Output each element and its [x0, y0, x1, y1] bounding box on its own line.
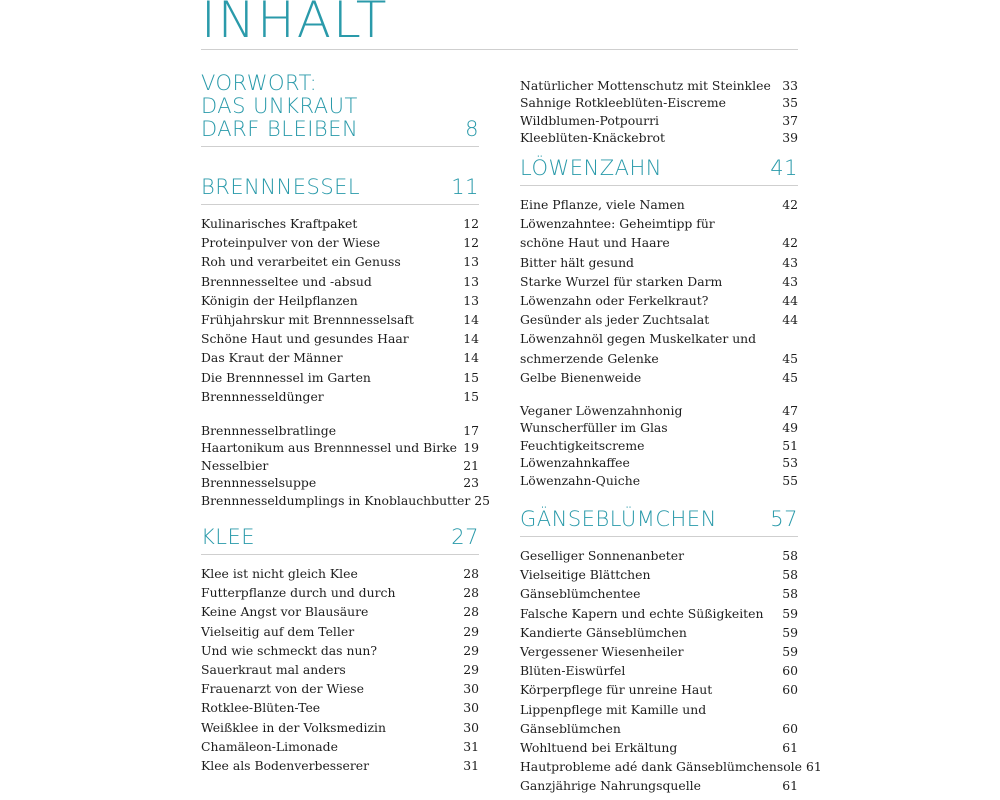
toc-entry[interactable]: [520, 94, 798, 111]
toc-entry-page: 13: [463, 254, 479, 270]
toc-entry-page: 55: [782, 472, 798, 488]
toc-entry[interactable]: [201, 756, 479, 775]
toc-entry-page: 14: [463, 350, 479, 366]
section-page-number: 8: [465, 117, 479, 141]
toc-entry-title: Haartonikum aus Brennnessel und Birke: [201, 440, 457, 456]
toc-entry-page: 53: [782, 455, 798, 471]
toc-entry-title: Eine Pflanze, viele Namen: [520, 197, 685, 212]
toc-entry-title: Brennnesseltee und -absud: [201, 273, 372, 289]
section-loewenzahn: [520, 157, 798, 489]
toc-entry-title: Ganzjährige Nahrungsquelle: [520, 778, 701, 794]
toc-entry[interactable]: [201, 737, 479, 756]
toc-entry-page: 51: [782, 437, 798, 453]
toc-entry-title: Gesünder als jeder Zuchtsalat: [520, 312, 710, 328]
toc-entry-title: Löwenzahnöl gegen Muskelkater und schmerzende Gelenke: [520, 331, 757, 366]
toc-entry[interactable]: [520, 623, 798, 642]
toc-entry[interactable]: [201, 387, 479, 406]
toc-entry-page: 29: [463, 642, 479, 658]
toc-entry[interactable]: [201, 641, 479, 660]
toc-entry-page: 58: [782, 586, 798, 602]
toc-entry-title: Vielseitig auf dem Teller: [201, 623, 355, 639]
toc-entry[interactable]: [201, 439, 479, 456]
toc-entry[interactable]: [201, 457, 479, 474]
toc-entry-title: Lippenpflege mit Kamille und Gänseblümchen: [520, 701, 707, 736]
section-heading[interactable]: [520, 508, 798, 537]
toc-entry-page: 17: [463, 423, 479, 439]
toc-entry[interactable]: [520, 472, 798, 489]
section-title: GÄNSEBLÜMCHEN: [520, 507, 717, 531]
toc-entry-title: Löwenzahn-Quiche: [520, 472, 641, 488]
toc-entry-title: Gelbe Bienenweide: [520, 369, 642, 385]
toc-entry-title: Frauenarzt von der Wiese: [201, 681, 364, 697]
toc-entry-page: 39: [782, 130, 798, 146]
toc-entry-title: Wildblumen-Potpourri: [520, 112, 659, 128]
toc-entry[interactable]: [201, 583, 479, 602]
toc-entry-title: Sauerkraut mal anders: [201, 662, 346, 678]
toc-entry-title: Brennnesselsuppe: [201, 475, 317, 491]
toc-entry-title: Brennnesseldünger: [201, 388, 324, 404]
toc-entry[interactable]: [520, 272, 798, 291]
toc-entry[interactable]: [520, 700, 798, 738]
toc-entry-page: 37: [782, 112, 798, 128]
toc-entry[interactable]: [520, 642, 798, 661]
toc-entry-page: 43: [782, 254, 798, 270]
toc-entry-page: 28: [463, 604, 479, 620]
toc-entry-title: Geselliger Sonnenanbeter: [520, 548, 685, 563]
toc-entry-title: Kleeblüten-Knäckebrot: [520, 130, 665, 146]
section-gaensebluemchen: [520, 507, 822, 796]
toc-entry-page: 59: [782, 605, 798, 621]
toc-entry[interactable]: [201, 698, 479, 717]
toc-entry-title: Frühjahrskur mit Brennnesselsaft: [201, 312, 414, 328]
toc-entry-title: Die Brennnessel im Garten: [201, 369, 371, 385]
toc-entry-title: Proteinpulver von der Wiese: [201, 235, 381, 251]
entry-list: [520, 77, 798, 147]
section-page-number: 57: [770, 507, 798, 531]
toc-entry-title: Starke Wurzel für starken Darm: [520, 273, 723, 289]
toc-entry-title: Vielseitige Blättchen: [520, 567, 651, 583]
toc-entry-page: 45: [782, 350, 798, 366]
toc-entry-title: Königin der Heilpflanzen: [201, 292, 358, 308]
section-klee-continued: [520, 77, 798, 147]
toc-entry-page: 25: [474, 492, 491, 508]
toc-entry-page: 28: [463, 566, 479, 581]
toc-entry-page: 30: [463, 700, 479, 716]
toc-entry-page: 12: [463, 235, 479, 251]
toc-entry-title: Chamäleon-Limonade: [201, 738, 338, 754]
toc-entry[interactable]: [520, 738, 798, 757]
toc-entry-page: 29: [463, 662, 479, 678]
toc-entry-title: Nesselbier: [201, 457, 269, 473]
toc-entry[interactable]: [520, 291, 798, 310]
toc-entry[interactable]: [201, 329, 479, 348]
toc-entry-title: Gänseblümchentee: [520, 586, 641, 602]
toc-entry-page: 60: [782, 682, 798, 698]
toc-entry[interactable]: [201, 622, 479, 641]
section-heading[interactable]: [201, 526, 479, 555]
toc-entry[interactable]: [201, 233, 479, 252]
entry-list: [201, 214, 479, 406]
entry-list: [201, 564, 479, 775]
toc-entry[interactable]: [520, 419, 798, 436]
toc-entry-page: 19: [463, 440, 479, 456]
section-title: KLEE: [201, 525, 256, 549]
toc-entry[interactable]: [520, 661, 798, 680]
toc-entry-title: Rotklee-Blüten-Tee: [201, 700, 321, 716]
toc-entry[interactable]: [520, 565, 798, 584]
toc-entry-page: 13: [463, 273, 479, 289]
toc-entry-page: 60: [782, 720, 798, 736]
toc-entry-title: Hautprobleme adé dank Gänseblümchensole: [520, 759, 802, 775]
toc-entry[interactable]: [520, 77, 798, 94]
toc-entry-title: Klee als Bodenverbesserer: [201, 758, 370, 774]
section-vorwort: [201, 72, 479, 147]
toc-entry-title: Das Kraut der Männer: [201, 350, 343, 366]
toc-entry-page: 14: [463, 331, 479, 347]
entry-list: [520, 195, 798, 387]
toc-entry-page: 30: [463, 681, 479, 697]
toc-entry-page: 29: [463, 623, 479, 639]
toc-entry[interactable]: [201, 679, 479, 698]
toc-entry-page: 59: [782, 624, 798, 640]
toc-entry[interactable]: [201, 368, 479, 387]
toc-entry-title: Natürlicher Mottenschutz mit Steinklee: [520, 78, 771, 93]
toc-entry[interactable]: [201, 272, 479, 291]
toc-entry-title: Falsche Kapern und echte Süßigkeiten: [520, 605, 764, 621]
toc-entry-title: Und wie schmeckt das nun?: [201, 642, 378, 658]
toc-entry[interactable]: [201, 474, 479, 491]
toc-entry-page: 12: [463, 216, 479, 231]
page-title: INHALT: [201, 0, 389, 49]
toc-entry-page: 30: [463, 719, 479, 735]
toc-entry-title: Körperpflege für unreine Haut: [520, 682, 713, 698]
section-heading[interactable]: [201, 176, 479, 205]
section-klee: [201, 526, 479, 775]
entry-list: [520, 546, 822, 796]
toc-entry[interactable]: [520, 757, 822, 776]
toc-entry[interactable]: [201, 564, 479, 583]
toc-entry-page: 47: [782, 403, 798, 419]
toc-entry[interactable]: [520, 368, 798, 387]
section-title: BRENNNESSEL: [201, 175, 361, 199]
toc-entry-page: 13: [463, 292, 479, 308]
title-divider: [201, 49, 798, 50]
toc-entry[interactable]: [520, 776, 798, 795]
toc-entry-title: Blüten-Eiswürfel: [520, 663, 626, 679]
entry-list: [520, 402, 798, 489]
toc-entry[interactable]: [201, 348, 479, 367]
toc-entry[interactable]: [201, 492, 491, 509]
toc-entry-page: 59: [782, 644, 798, 660]
toc-entry[interactable]: [520, 129, 798, 146]
toc-entry-title: Wunscherfüller im Glas: [520, 420, 668, 436]
toc-entry[interactable]: [520, 329, 798, 367]
toc-entry-title: Brennnesseldumplings in Knoblauchbutter: [201, 492, 471, 508]
toc-entry-page: 58: [782, 548, 798, 563]
toc-entry[interactable]: [520, 584, 798, 603]
toc-entry[interactable]: [520, 680, 798, 699]
toc-entry-page: 44: [782, 293, 798, 309]
toc-entry-page: 14: [463, 312, 479, 328]
toc-entry-page: 35: [782, 95, 798, 111]
toc-entry-page: 31: [463, 738, 479, 754]
section-page-number: 27: [451, 525, 479, 549]
toc-entry-page: 49: [782, 420, 798, 436]
toc-entry-page: 58: [782, 567, 798, 583]
toc-entry-page: 61: [782, 778, 798, 794]
toc-entry[interactable]: [520, 253, 798, 272]
toc-entry-page: 15: [463, 388, 479, 404]
section-page-number: 41: [770, 156, 798, 180]
toc-entry-title: Roh und verarbeitet ein Genuss: [201, 254, 401, 270]
toc-entry[interactable]: [201, 602, 479, 621]
section-title: LÖWENZAHN: [520, 156, 662, 180]
toc-entry-page: 28: [463, 585, 479, 601]
toc-entry-title: Kulinarisches Kraftpaket: [201, 216, 358, 231]
toc-entry-page: 23: [463, 475, 479, 491]
section-page-number: 11: [451, 175, 479, 199]
toc-entry[interactable]: [201, 660, 479, 679]
toc-entry-title: Klee ist nicht gleich Klee: [201, 566, 358, 581]
section-heading[interactable]: [520, 157, 798, 186]
section-brennnessel: [201, 175, 491, 509]
toc-entry[interactable]: [520, 604, 798, 623]
toc-entry-page: 45: [782, 369, 798, 385]
toc-entry[interactable]: [201, 422, 479, 439]
toc-entry[interactable]: [520, 437, 798, 454]
toc-entry-title: Keine Angst vor Blausäure: [201, 604, 369, 620]
toc-entry[interactable]: [201, 291, 479, 310]
entry-list: [201, 422, 491, 509]
toc-entry-title: Feuchtigkeitscreme: [520, 437, 645, 453]
toc-entry-page: 43: [782, 273, 798, 289]
toc-entry-title: Schöne Haut und gesundes Haar: [201, 331, 409, 347]
toc-entry-title: Kandierte Gänseblümchen: [520, 624, 687, 640]
section-heading[interactable]: [201, 72, 479, 147]
toc-entry-title: Löwenzahn oder Ferkelkraut?: [520, 293, 709, 309]
toc-entry-page: 61: [782, 740, 798, 756]
toc-entry-page: 44: [782, 312, 798, 328]
toc-entry[interactable]: [520, 310, 798, 329]
toc-entry-title: Vergessener Wiesenheiler: [520, 644, 684, 660]
toc-entry[interactable]: [201, 214, 479, 233]
toc-entry[interactable]: [520, 112, 798, 129]
toc-entry-page: 31: [463, 758, 479, 774]
toc-entry[interactable]: [520, 546, 798, 565]
toc-entry-page: 42: [782, 235, 798, 251]
toc-entry-title: Bitter hält gesund: [520, 254, 634, 270]
toc-entry[interactable]: [520, 454, 798, 471]
toc-entry-title: Futterpflanze durch und durch: [201, 585, 396, 601]
toc-entry-title: Löwenzahntee: Geheimtipp für schöne Haut und Haare: [520, 216, 715, 251]
toc-entry-title: Brennnesselbratlinge: [201, 423, 337, 439]
toc-entry-title: Veganer Löwenzahnhonig: [520, 403, 683, 419]
toc-entry[interactable]: [520, 195, 798, 214]
toc-entry-page: 15: [463, 369, 479, 385]
toc-entry-title: Weißklee in der Volksmedizin: [201, 719, 386, 735]
toc-entry[interactable]: [201, 310, 479, 329]
toc-entry-title: Wohltuend bei Erkältung: [520, 740, 678, 756]
toc-entry-page: 42: [782, 197, 798, 212]
toc-entry-page: 21: [463, 457, 479, 473]
toc-entry[interactable]: [520, 214, 798, 252]
section-title: VORWORT: DAS UNKRAUT DARF BLEIBEN: [201, 71, 359, 141]
toc-entry-page: 33: [782, 78, 798, 93]
toc-entry-title: Löwenzahnkaffee: [520, 455, 630, 471]
toc-entry[interactable]: [520, 402, 798, 419]
toc-entry-page: 61: [805, 759, 822, 775]
toc-entry[interactable]: [201, 252, 479, 271]
toc-entry-title: Sahnige Rotkleeblüten-Eiscreme: [520, 95, 726, 111]
toc-entry[interactable]: [201, 718, 479, 737]
toc-entry-page: 60: [782, 663, 798, 679]
